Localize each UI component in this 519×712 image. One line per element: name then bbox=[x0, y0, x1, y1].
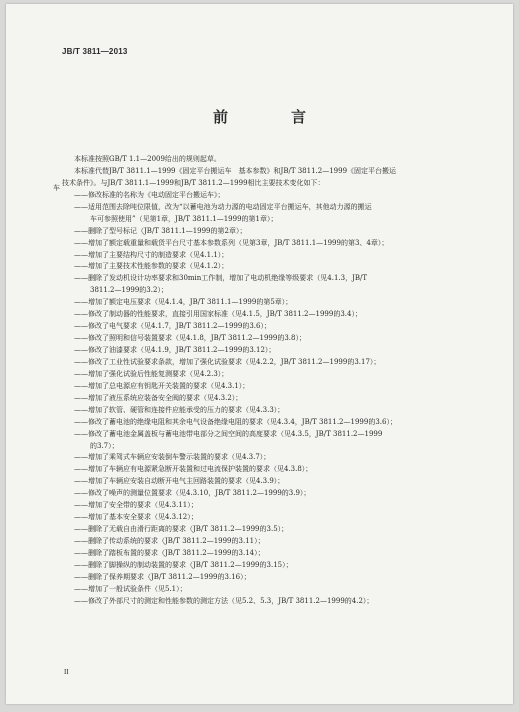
foreword-line: ——删除了传动系统的要求（JB/T 3811.2—1999的3.11）； bbox=[74, 537, 265, 545]
foreword-line: 本标准按照GB/T 1.1—2009给出的规则起草。 bbox=[74, 155, 221, 163]
foreword-line: ——增加了基本安全要求（见4.3.12）； bbox=[74, 513, 198, 522]
foreword-line: ——修改了蓄电池的绝缘电阻和其余电气设备绝缘电阻的要求（见4.3.4，JB/T 3811.2—1999的3.6）； bbox=[74, 417, 397, 426]
foreword-line: ——增加了软管、硬管和连接件应能承受的压力的要求（见4.3.3）； bbox=[74, 405, 285, 414]
foreword-line: ——增加了总电源应有钥匙开关装置的要求（见4.3.1）； bbox=[74, 381, 250, 390]
foreword-line: ——修改了工业性试验要求条款，增加了强化试验要求（见4.2.2，JB/T 3811.2—1999的3.17）； bbox=[74, 357, 381, 366]
foreword-line: ——删除了型号标记（JB/T 3811.1—1999的第2章）； bbox=[74, 226, 247, 235]
foreword-line: ——适用范围去除吨位限值，改为“以蓄电池为动力源的电动固定平台搬运车，其他动力源的搬运 bbox=[74, 202, 372, 211]
foreword-line: ——增加了液压系统应装备安全阀的要求（见4.3.2）； bbox=[74, 393, 243, 402]
foreword-line: 3811.2—1999的3.2）； bbox=[90, 286, 168, 295]
foreword-line: ——增加了车辆应安装自动断开电气主回路装置的要求（见4.3.9）； bbox=[74, 477, 285, 486]
foreword-line: ——删除了脚操纵的制动装置的要求（JB/T 3811.2—1999的3.15）； bbox=[74, 560, 293, 569]
foreword-line: 技术条件》。与JB/T 3811.1—1999和JB/T 3811.2—1999相比主要技术变化如下： bbox=[62, 178, 325, 187]
foreword-line: 车可参照使用”（见第1章，JB/T 3811.1—1999的第1章）； bbox=[90, 214, 278, 223]
foreword-line: ——删除了踏板布置的要求（JB/T 3811.2—1999的3.14）； bbox=[74, 548, 265, 557]
standard-number: JB/T 3811—2013 bbox=[62, 47, 128, 56]
foreword-line: ——增加了车辆应有电源紧急断开装置和过电流保护装置的要求（见4.3.8）； bbox=[74, 465, 313, 474]
foreword-line: ——修改了制动器的性能要求，直接引用国家标准（见4.1.5，JB/T 3811.2—1999的3.4）； bbox=[74, 310, 362, 319]
foreword-line: ——删除了保养期要求（JB/T 3811.2—1999的3.16）； bbox=[74, 572, 251, 581]
foreword-line: ——删除了无载自由滑行距离的要求（JB/T 3811.2—1999的3.5）； bbox=[74, 525, 289, 534]
foreword-line: ——增加了主要技术性能参数的要求（见4.1.2）； bbox=[74, 262, 229, 271]
foreword-line: ——修改了蓄电池金属盖板与蓄电池带电部分之间空间的高度要求（见4.3.5，JB/T 3811.2—1999 bbox=[74, 429, 383, 438]
page-number: II bbox=[64, 668, 69, 676]
foreword-line: ——修改了油漆要求（见4.1.9，JB/T 3811.2—1999的3.12）； bbox=[74, 346, 276, 354]
foreword-line: ——增加了一般试验条件（见5.1）； bbox=[74, 584, 187, 593]
foreword-line: ——修改了外部尺寸的测定和性能参数的测定方法（见5.2、5.3，JB/T 3811.2—1999的4.2）； bbox=[74, 596, 374, 605]
foreword-line: ——修改了电气要求（见4.1.7，JB/T 3811.2—1999的3.6）； bbox=[74, 322, 271, 331]
foreword-line: ——修改了噪声的测量位置要求（见4.3.10，JB/T 3811.2—1999的3.9）； bbox=[74, 489, 311, 498]
page-title: 前 言 bbox=[212, 108, 330, 126]
foreword-line: ——增加了主要结构尺寸的制造要求（见4.1.1）； bbox=[74, 250, 229, 259]
margin-character: 车 bbox=[53, 184, 60, 192]
foreword-line: ——增加了额定电压要求（见4.1.4，JB/T 3811.1—1999的第5章）； bbox=[74, 298, 293, 307]
foreword-line: 本标准代替JB/T 3811.1—1999《固定平台搬运车 基本参数》和JB/T 3811.2—1999《固定平台搬运 bbox=[74, 166, 397, 175]
foreword-line: ——增加了强化试验后性能复测要求（见4.2.3）； bbox=[74, 369, 229, 378]
foreword-line: ——增加了安全带的要求（见4.3.11）； bbox=[74, 501, 198, 510]
foreword-line: ——删除了发动机设计功率要求和30min工作制，增加了电动机绝缘等级要求（见4.1.3，JB/T bbox=[74, 274, 368, 283]
foreword-line: 的3.7）； bbox=[90, 441, 119, 450]
document-page bbox=[6, 4, 513, 704]
foreword-line: ——增加了额定载重量和载货平台尺寸基本参数系列（见第3章，JB/T 3811.1—1999的第3、4章）； bbox=[74, 238, 389, 247]
foreword-line: ——修改标准的名称为《电动固定平台搬运车》； bbox=[74, 190, 225, 199]
foreword-line: ——增加了乘驾式车辆应安装倒车警示装置的要求（见4.3.7）； bbox=[74, 453, 271, 462]
foreword-line: ——修改了照明和信号装置要求（见4.1.8，JB/T 3811.2—1999的3.8）； bbox=[74, 334, 306, 343]
foreword-body bbox=[62, 154, 462, 608]
